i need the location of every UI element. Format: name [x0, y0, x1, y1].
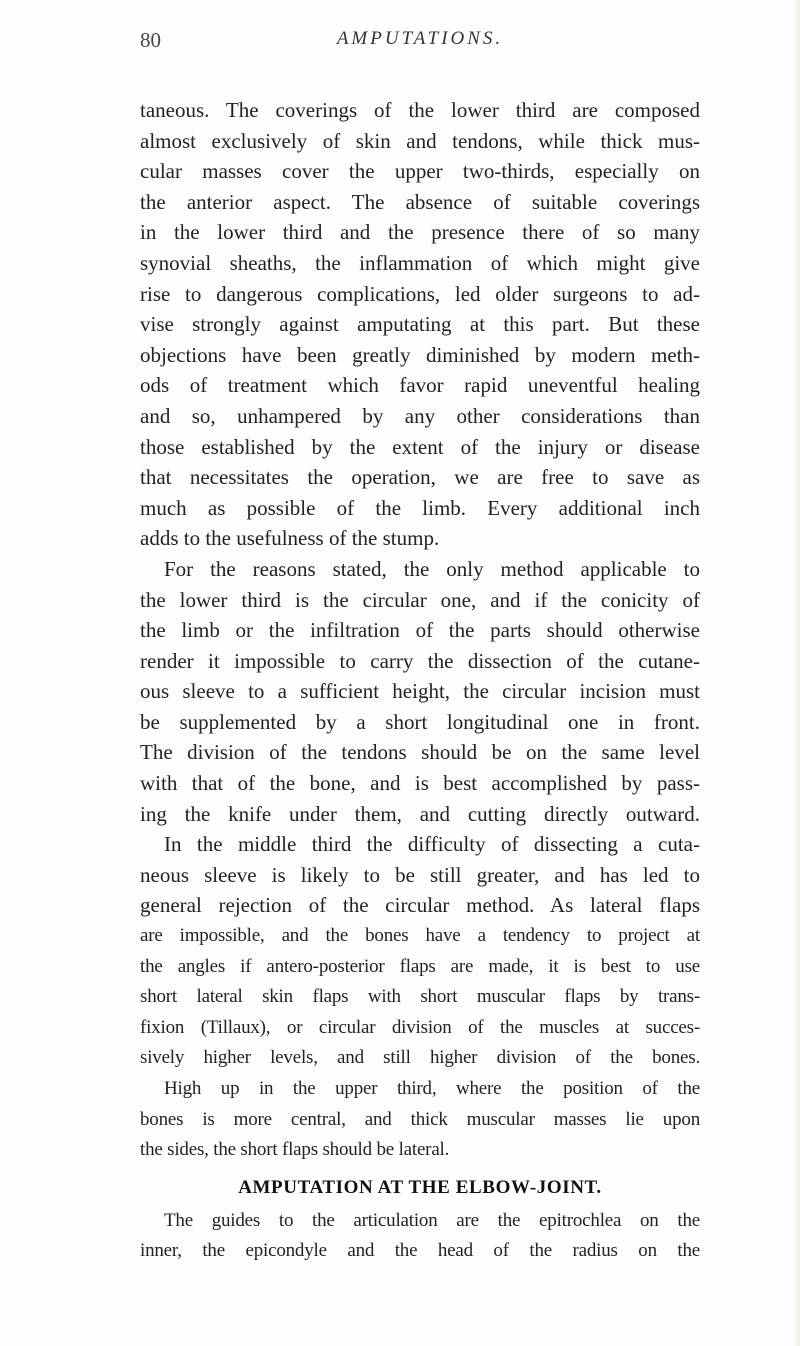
running-head — [140, 28, 700, 58]
text-line: sively higher levels, and still higher division of the bones. — [140, 1047, 700, 1069]
text-line: taneous. The coverings of the lower third are composed — [140, 98, 700, 122]
text-line: the anterior aspect. The absence of suitable coverings — [140, 189, 700, 214]
text-line: those established by the extent of the injury or disease — [140, 434, 700, 459]
page-number: 80 — [140, 28, 161, 52]
text-line: cular masses cover the upper two-thirds, especially on — [140, 159, 700, 184]
text-line: neous sleeve is likely to be still greater, and has led to — [140, 862, 700, 887]
text-line: adds to the usefulness of the stump. — [140, 526, 440, 551]
text-line: much as possible of the limb. Every additional inch — [140, 495, 700, 520]
text-line: In the middle third the difficulty of dissecting a cuta- — [164, 832, 700, 857]
text-line: synovial sheaths, the inflammation of which might give — [140, 250, 700, 275]
text-line: For the reasons stated, the only method applicable to — [164, 556, 700, 581]
text-line: ods of treatment which favor rapid uneventful healing — [140, 373, 700, 398]
text-line: that necessitates the operation, we are free to save as — [140, 465, 700, 490]
text-line: inner, the epicondyle and the head of the radius on the — [140, 1240, 700, 1262]
text-line: rise to dangerous complications, led older surgeons to ad- — [140, 281, 700, 306]
text-line: bones is more central, and thick muscular masses lie upon — [140, 1108, 700, 1130]
text-line: the limb or the infiltration of the parts should otherwise — [140, 618, 700, 643]
text-line: the angles if antero-posterior flaps are made, it is best to use — [140, 955, 700, 977]
text-line: in the lower third and the presence there of so many — [140, 220, 700, 245]
text-line: render it impossible to carry the dissection of the cutane- — [140, 648, 700, 673]
text-line: almost exclusively of skin and tendons, while thick mus- — [140, 128, 700, 153]
text-line: general rejection of the circular method. As lateral flaps — [140, 893, 700, 918]
text-line: short lateral skin flaps with short muscular flaps by trans- — [140, 986, 700, 1008]
text-line: vise strongly against amputating at this part. But these — [140, 312, 700, 337]
text-line: the lower third is the circular one, and if the conicity of — [140, 587, 700, 612]
section-heading: AMPUTATION AT THE ELBOW-JOINT. — [238, 1176, 602, 1198]
text-line: and so, unhampered by any other considerations than — [140, 403, 700, 428]
text-line: ing the knife under them, and cutting directly outward. — [140, 801, 700, 826]
body-text — [140, 95, 700, 1267]
text-line: the sides, the short flaps should be lateral. — [140, 1139, 450, 1161]
text-line: ous sleeve to a sufficient height, the circular incision must — [140, 679, 700, 704]
text-line: High up in the upper third, where the position of the — [164, 1078, 700, 1099]
text-line: objections have been greatly diminished by modern meth- — [140, 342, 700, 367]
running-title: AMPUTATIONS. — [336, 28, 504, 49]
page-edge-shadow — [792, 0, 800, 1346]
text-line: fixion (Tillaux), or circular division of the muscles at succes- — [140, 1016, 700, 1038]
text-line: are impossible, and the bones have a tendency to project at — [140, 925, 700, 947]
text-line: be supplemented by a short longitudinal one in front. — [140, 709, 700, 734]
text-line: The division of the tendons should be on the same level — [140, 740, 700, 765]
text-line: The guides to the articulation are the epitrochlea on the — [164, 1209, 700, 1231]
text-line: with that of the bone, and is best accomplished by pass- — [140, 771, 700, 796]
